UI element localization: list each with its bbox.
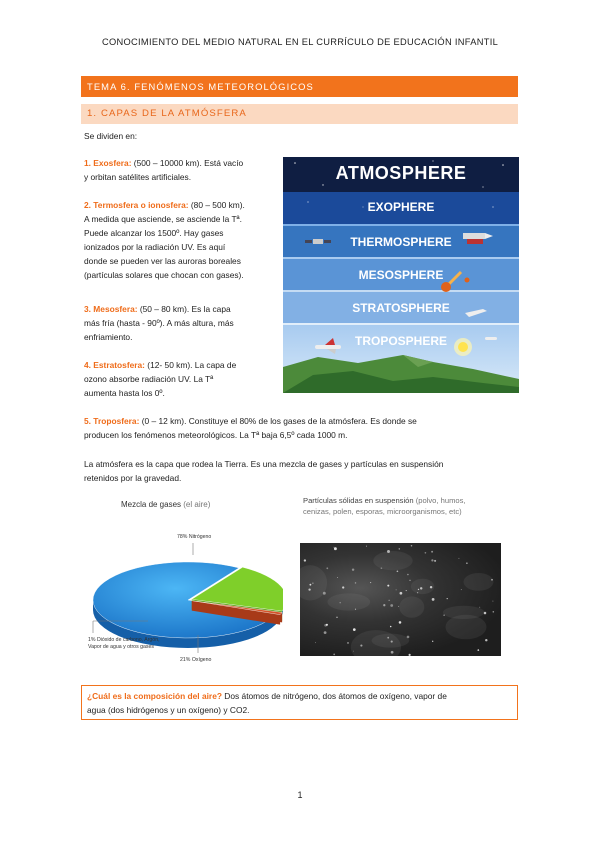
particle-dot xyxy=(431,551,433,553)
mesosphere-band: MESOSPHERE xyxy=(283,257,519,290)
troposphere-band: TROPOSPHERE xyxy=(283,323,519,393)
haze-blob xyxy=(327,593,370,610)
haze-blob xyxy=(372,634,410,648)
sun-icon xyxy=(454,338,472,356)
layer-name: 5. Troposfera: xyxy=(84,416,140,426)
particle-dot xyxy=(333,547,334,548)
particle-dot xyxy=(334,547,337,550)
label-other-gases: 1% Dióxido de carbono, Argón, Vapor de agua y otros gases xyxy=(88,637,160,650)
particles-dots xyxy=(300,543,501,656)
particle-dot xyxy=(324,631,327,634)
particle-dot xyxy=(366,546,367,547)
particle-dot xyxy=(396,589,397,590)
satellite-icon xyxy=(305,239,331,244)
layer-name: 1. Exosfera: xyxy=(84,158,132,168)
particle-dot xyxy=(326,624,328,626)
particle-dot xyxy=(315,642,316,643)
particle-dot xyxy=(399,621,402,624)
particle-dot xyxy=(398,606,399,607)
haze-blob xyxy=(300,565,327,600)
gas-mixture-chart xyxy=(83,495,283,670)
pie-title: Mezcla de gases (el aire) xyxy=(121,500,211,509)
particle-dot xyxy=(492,601,493,602)
particles-title: Partículas sólidas en suspensión (polvo, humos, cenizas, polen, esporas, microorganismos, etc) xyxy=(303,496,466,516)
stars-icon xyxy=(294,160,504,207)
section-heading: 1. CAPAS DE LA ATMÓSFERA xyxy=(81,104,518,124)
exosphere-band: EXOPHERE xyxy=(283,192,519,224)
layer-troposfera: 5. Troposfera: (0 – 12 km). Constituye el 80% de los gases de la atmósfera. Es donde se producen los fenómenos meteorológicos. La Tª baja 6,5º cada 1000 m. xyxy=(84,416,417,440)
particle-dot xyxy=(342,586,344,588)
particle-dot xyxy=(409,580,410,581)
layer-termosfera: 2. Termosfera o ionosfera: (80 – 500 km). A medida que asciende, se asciende la Tª. Puede alcanzar los 1500º. Hay gases ionizados por la radiación UV. Es aquí donde se pueden ver las auroras boreales (partículas solares que chocan con gases). xyxy=(84,200,245,280)
space-shuttle-icon xyxy=(463,233,493,244)
particle-dot xyxy=(326,567,328,569)
particle-dot xyxy=(447,598,448,599)
layer-name: 4. Estratosfera: xyxy=(84,360,145,370)
label-nitrogen: 78% Nitrógeno xyxy=(177,534,212,540)
particle-dot xyxy=(347,642,349,644)
particle-dot xyxy=(390,604,393,607)
particle-dot xyxy=(400,592,403,595)
particle-dot xyxy=(389,600,390,601)
layer-name: 3. Mesosfera: xyxy=(84,304,138,314)
small-plane-icon xyxy=(485,337,497,340)
particle-dot xyxy=(458,558,459,559)
particle-dot xyxy=(336,617,337,618)
atmosphere-summary: La atmósfera es la capa que rodea la Tierra. Es una mezcla de gases y partículas en suspensión retenidos por la gravedad. xyxy=(84,459,444,483)
particles-photo xyxy=(300,543,501,656)
page-header: CONOCIMIENTO DEL MEDIO NATURAL EN EL CURRÍCULO DE EDUCACIÓN INFANTIL xyxy=(101,37,499,47)
label-oxygen: 21% Oxígeno xyxy=(180,657,212,663)
particle-dot xyxy=(387,585,389,587)
airplane-icon xyxy=(315,338,341,354)
particle-dot xyxy=(431,559,433,561)
particle-dot xyxy=(390,626,392,628)
particle-dot xyxy=(383,604,385,606)
particle-dot xyxy=(409,654,411,656)
particle-dot xyxy=(493,611,495,613)
question-box: ¿Cuál es la composición del aire? Dos átomos de nitrógeno, dos átomos de oxígeno, vapor de agua (dos hidrógenos y un oxígeno) y CO2. xyxy=(81,685,518,720)
particle-dot xyxy=(407,574,409,576)
intro-text: Se dividen en: xyxy=(84,131,138,141)
particle-dot xyxy=(399,548,400,549)
particle-dot xyxy=(355,582,357,584)
particle-dot xyxy=(337,577,338,578)
tema-heading: TEMA 6. FENÓMENOS METEOROLÓGICOS xyxy=(81,76,518,97)
atmosphere-title: ATMOSPHERE xyxy=(283,157,519,192)
haze-blob xyxy=(399,596,424,617)
haze-blob xyxy=(443,606,485,619)
particle-dot xyxy=(304,559,306,561)
atmosphere-decorations xyxy=(283,157,519,393)
layer-estratosfera: 4. Estratosfera: (12- 50 km). La capa de ozono absorbe radiación UV. La Tª aumenta hasta los 0º. xyxy=(84,360,237,398)
page-number: 1 xyxy=(297,790,303,800)
particle-dot xyxy=(370,582,371,583)
layer-mesosfera: 3. Mesosfera: (50 – 80 km). Es la capa más fría (hasta - 90º). A más altura, más enfriamiento. xyxy=(84,304,234,342)
particle-dot xyxy=(477,649,479,651)
particle-dot xyxy=(466,562,468,564)
layer-name: 2. Termosfera o ionosfera: xyxy=(84,200,189,210)
particle-dot xyxy=(461,589,462,590)
haze-blob xyxy=(411,579,434,594)
particle-dot xyxy=(411,545,413,547)
layer-exosfera: 1. Exosfera: (500 – 10000 km). Está vacío y orbitan satélites artificiales. xyxy=(84,158,244,182)
jet-icon xyxy=(465,309,487,317)
mountains-icon xyxy=(283,355,519,393)
particle-dot xyxy=(485,639,487,641)
particle-dot xyxy=(352,568,354,570)
particle-dot xyxy=(432,641,433,642)
particle-dot xyxy=(353,628,356,631)
stratosphere-band: STRATOSPHERE xyxy=(283,290,519,323)
particle-dot xyxy=(333,654,335,656)
particle-dot xyxy=(432,598,435,601)
particle-dot xyxy=(425,552,427,554)
question-text: ¿Cuál es la composición del aire? xyxy=(87,691,222,701)
thermosphere-band: THERMOSPHERE xyxy=(283,224,519,257)
haze-blob xyxy=(373,551,412,570)
particle-dot xyxy=(434,560,436,562)
haze-blob xyxy=(464,573,494,591)
particle-dot xyxy=(397,570,399,572)
answer-text: Dos átomos de nitrógeno, dos átomos de oxígeno, vapor de xyxy=(221,691,447,701)
particle-dot xyxy=(479,607,480,608)
atmosphere-illustration xyxy=(283,157,519,393)
meteor-icon xyxy=(441,272,470,292)
particle-dot xyxy=(406,590,407,591)
